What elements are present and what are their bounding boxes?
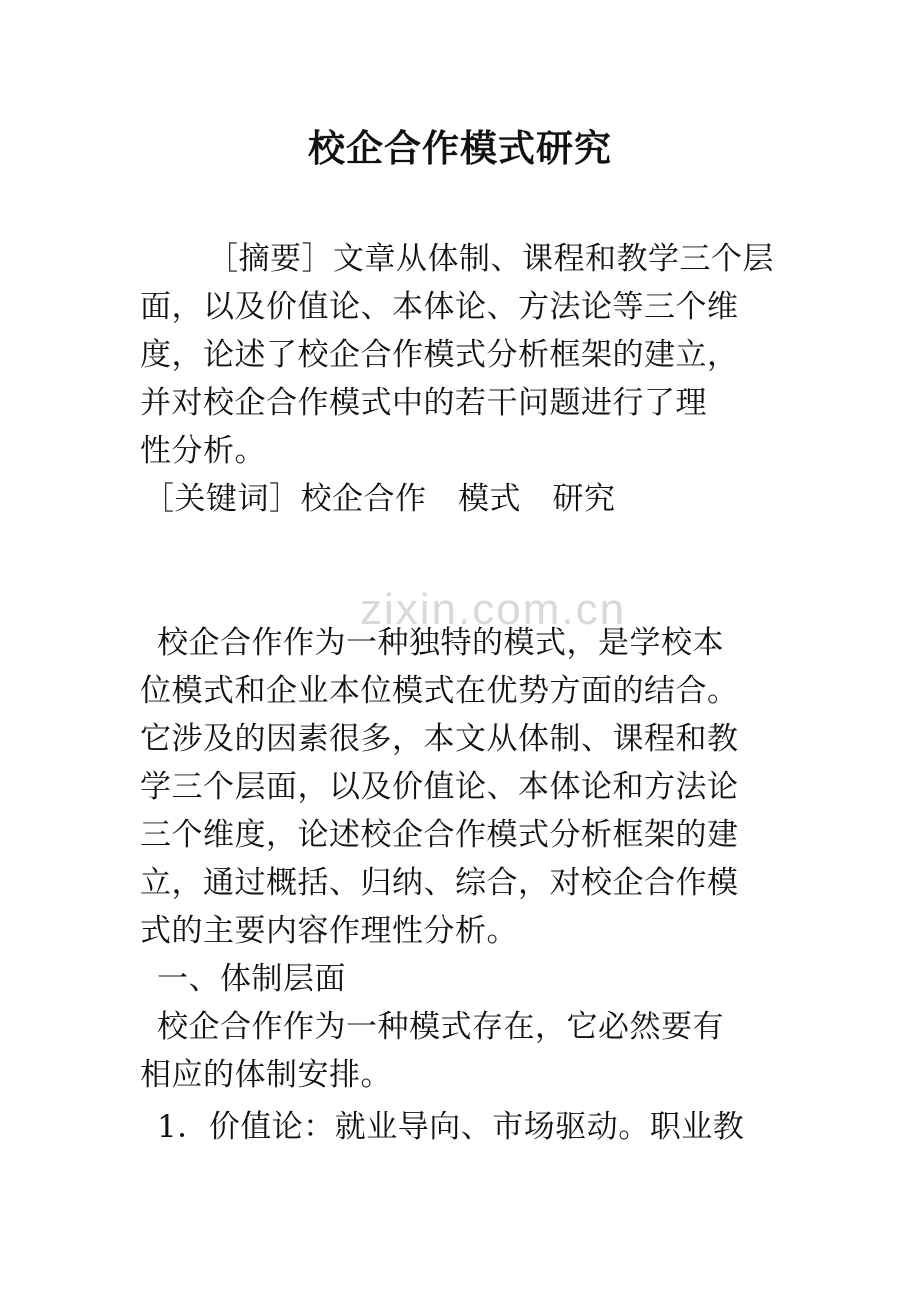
body-line: 学三个层面，以及价值论、本体论和方法论 — [140, 769, 739, 805]
abstract-line: 并对校企合作模式中的若干问题进行了理 — [140, 385, 707, 421]
abstract-line: 性分析。 — [140, 433, 266, 469]
body-line: 三个维度，论述校企合作模式分析框架的建 — [140, 817, 739, 853]
body-line: 1．价值论：就业导向、市场驱动。职业教 — [157, 1109, 745, 1145]
watermark: zixin.com.cn — [360, 585, 627, 634]
section-heading: 一、体制层面 — [157, 961, 346, 997]
body-line: 相应的体制安排。 — [140, 1057, 392, 1093]
abstract-line: ［摘要］文章从体制、课程和教学三个层 — [207, 241, 774, 277]
body-line: 校企合作作为一种模式存在，它必然要有 — [157, 1009, 724, 1045]
document-title: 校企合作模式研究 — [308, 126, 612, 170]
body-line: 立，通过概括、归纳、综合，对校企合作模 — [140, 865, 739, 901]
abstract-line: 面，以及价值论、本体论、方法论等三个维 — [140, 289, 739, 325]
abstract-line: 度，论述了校企合作模式分析框架的建立， — [140, 337, 739, 373]
body-line: 它涉及的因素很多，本文从体制、课程和教 — [140, 721, 739, 757]
body-line: 校企合作作为一种独特的模式，是学校本 — [157, 625, 724, 661]
keywords-line: ［关键词］校企合作 模式 研究 — [143, 481, 616, 517]
body-line: 式的主要内容作理性分析。 — [140, 913, 518, 949]
body-line: 位模式和企业本位模式在优势方面的结合。 — [140, 673, 739, 709]
